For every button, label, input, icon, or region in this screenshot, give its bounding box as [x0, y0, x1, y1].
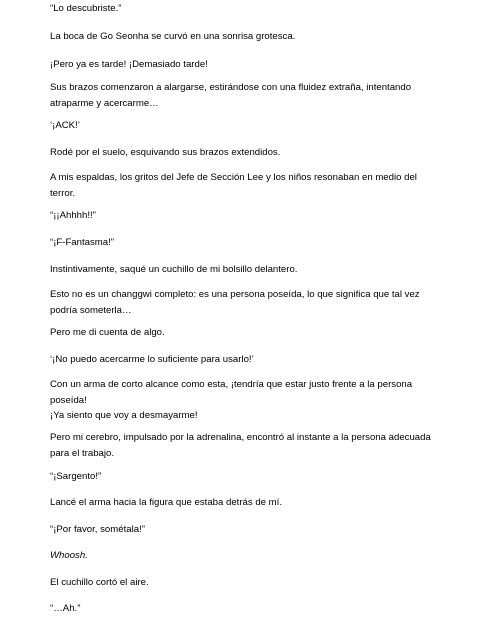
paragraph: “Lo descubriste.” [50, 3, 122, 14]
paragraph: El cuchillo cortó el aire. [50, 577, 149, 588]
paragraph: ‘¡No puedo acercarme lo suficiente para usarlo!’ [50, 354, 254, 365]
paragraph: Pero mi cerebro, impulsado por la adrenalina, encontró al instante a la persona adecuada para el trabajo. [50, 432, 431, 459]
paragraph: “¡Sargento!” [50, 471, 102, 482]
paragraph: Lancé el arma hacia la figura que estaba detrás de mí. [50, 497, 282, 508]
paragraph: “¡¡Ahhhh!!” [50, 210, 96, 221]
paragraph: “…Ah.” [50, 603, 81, 614]
paragraph-italic: Whoosh. [50, 550, 88, 561]
paragraph: ¡Pero ya es tarde! ¡Demasiado tarde! [50, 59, 208, 70]
paragraph: Pero me di cuenta de algo. [50, 327, 165, 338]
paragraph: Instintivamente, saqué un cuchillo de mi bolsillo delantero. [50, 264, 298, 275]
paragraph: Con un arma de corto alcance como esta, ¡tendría que estar justo frente a la persona poseída! ¡Ya siento que voy a desmayarme! [50, 379, 413, 421]
paragraph: La boca de Go Seonha se curvó en una sonrisa grotesca. [50, 31, 296, 42]
paragraph: A mis espaldas, los gritos del Jefe de Sección Lee y los niños resonaban en medio del terror. [50, 172, 417, 199]
paragraph: “¡F-Fantasma!” [50, 237, 114, 248]
paragraph: ‘¡ACK!’ [50, 120, 80, 131]
paragraph: “¡Por favor, sométala!” [50, 524, 145, 535]
paragraph: Rodé por el suelo, esquivando sus brazos extendidos. [50, 147, 281, 158]
paragraph: Sus brazos comenzaron a alargarse, estirándose con una fluidez extraña, intentando atraparme y acercarme… [50, 82, 412, 109]
paragraph: Esto no es un changgwi completo: es una persona poseída, lo que significa que tal vez podría someterla… [50, 289, 420, 316]
